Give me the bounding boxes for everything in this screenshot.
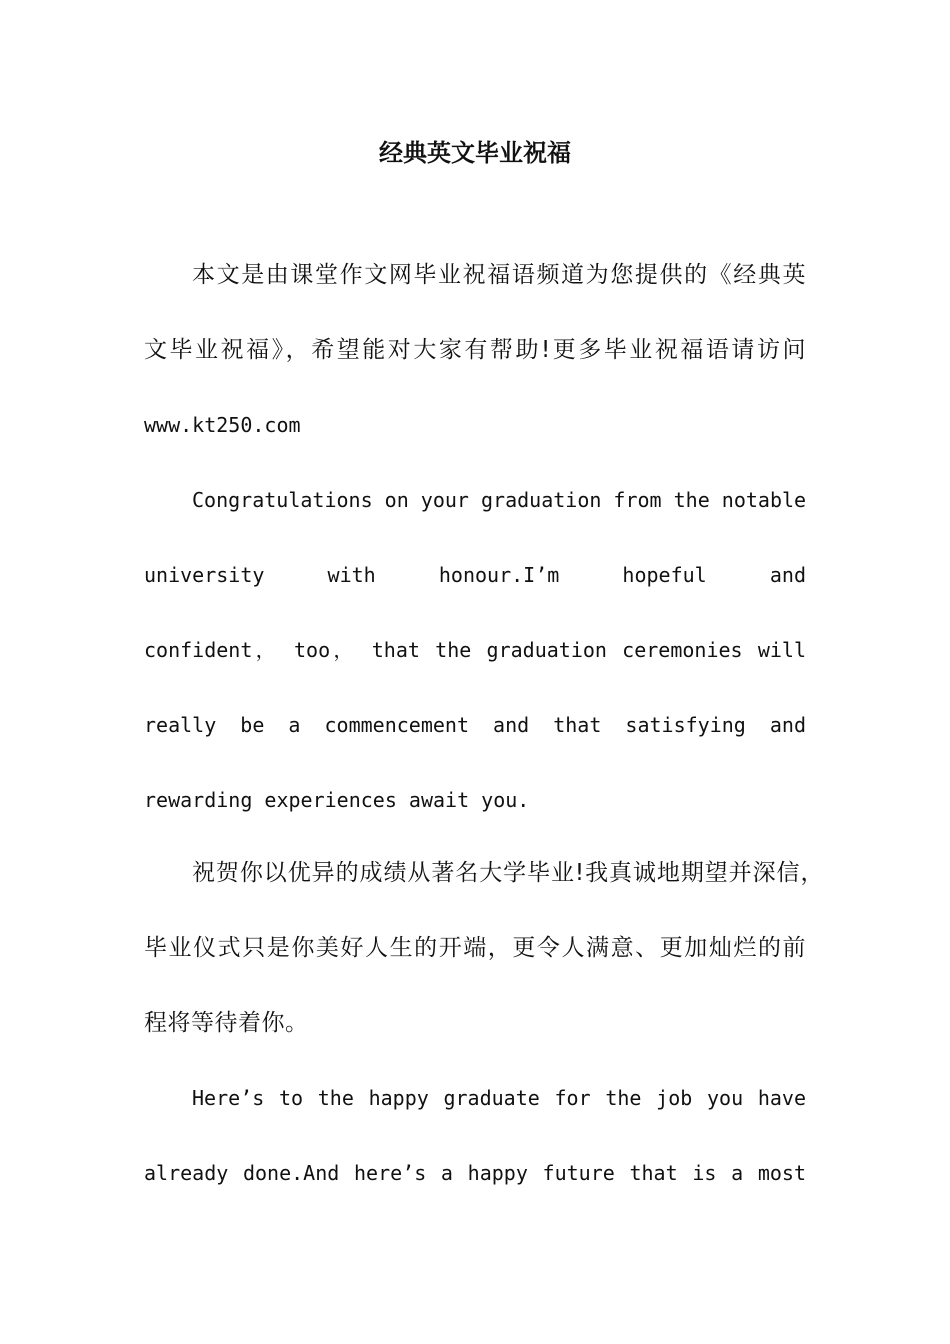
text-line: Congratulations on your graduation from the notable [192, 488, 807, 512]
text-line: 程将等待着你。 [144, 1010, 309, 1036]
text-line: Here’s to the happy graduate for the job you have [192, 1086, 806, 1110]
text-line: 祝贺你以优异的成绩从著名大学毕业!我真诚地期望并深信， [192, 860, 824, 886]
document-title: 经典英文毕业祝福 [379, 139, 571, 167]
text-line: really be a commencement and that satisfying and [144, 713, 806, 737]
text-line: 毕业仪式只是你美好人生的开端，更令人满意、更加灿烂的前 [144, 935, 806, 961]
text-line: 文毕业祝福》，希望能对大家有帮助!更多毕业祝福语请访问 [144, 337, 806, 363]
text-line: rewarding experiences await you. [144, 788, 530, 812]
text-line: www.kt250.com [144, 413, 301, 437]
text-line: already done.And here’s a happy future that is a most [144, 1161, 806, 1185]
text-line: 本文是由课堂作文网毕业祝福语频道为您提供的《经典英 [192, 262, 806, 288]
text-line: confident， too， that the graduation ceremonies will [144, 638, 806, 662]
text-line: university with honour.I’m hopeful and [144, 563, 806, 587]
